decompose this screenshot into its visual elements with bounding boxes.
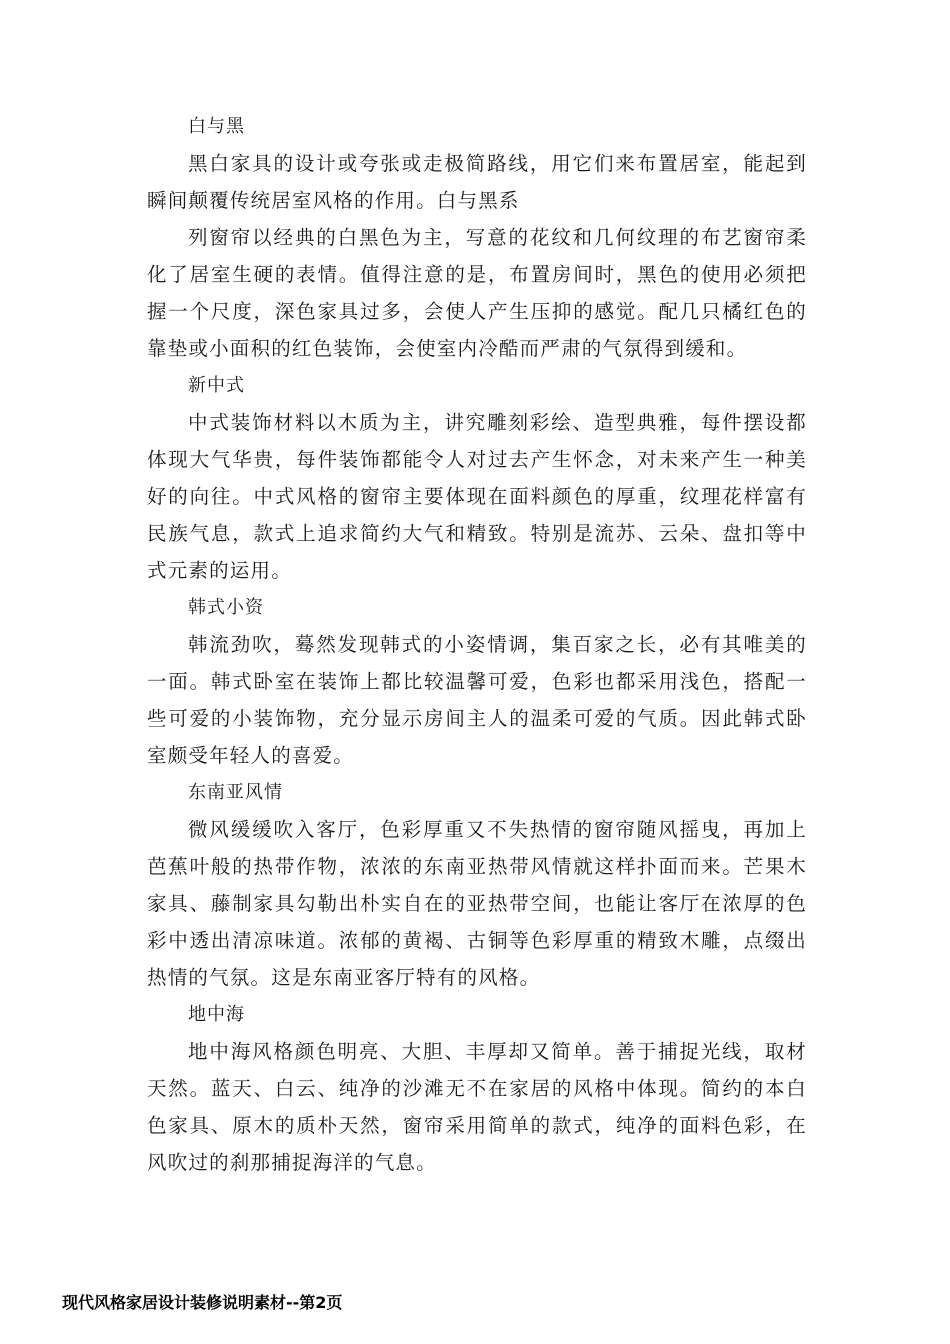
page-footer: 现代风格家居设计装修说明素材--第2页 — [62, 1293, 343, 1312]
section-paragraph: 列窗帘以经典的白黑色为主，写意的花纹和几何纹理的布艺窗帘柔化了居室生硬的表情。值得注意的是，布置房间时，黑色的使用必须把握一个尺度，深色家具过多，会使人产生压抑的感觉。配几只橘红色的靠垫或小面积的红色装饰，会使室内冷酷而严肃的气氛得到缓和。 — [147, 226, 807, 360]
section-paragraph: 地中海风格颜色明亮、大胆、丰厚却又简单。善于捕捉光线，取材天然。蓝天、白云、纯净的沙滩无不在家居的风格中体现。简约的本白色家具、原木的质朴天然，窗帘采用简单的款式，纯净的面料色彩，在风吹过的刹那捕捉海洋的气息。 — [147, 1040, 807, 1174]
section-heading: 东南亚风情 — [188, 782, 283, 803]
section-black-white — [147, 108, 807, 367]
section-paragraph: 中式装饰材料以木质为主，讲究雕刻彩绘、造型典雅，每件摆设都体现大气华贵，每件装饰都能令人对过去产生怀念，对未来产生一种美好的向往。中式风格的窗帘主要体现在面料颜色的厚重，纹理花样富有民族气息，款式上追求简约大气和精致。特别是流苏、云朵、盘扣等中式元素的运用。 — [147, 411, 807, 582]
section-paragraph: 韩流劲吹，蓦然发现韩式的小姿情调，集百家之长，必有其唯美的一面。韩式卧室在装饰上都比较温馨可爱，色彩也都采用浅色，搭配一些可爱的小装饰物，充分显示房间主人的温柔可爱的气质。因此韩式卧室颇受年轻人的喜爱。 — [147, 633, 807, 767]
section-paragraph: 微风缓缓吹入客厅，色彩厚重又不失热情的窗帘随风摇曳，再加上芭蕉叶般的热带作物，浓浓的东南亚热带风情就这样扑面而来。芒果木家具、藤制家具勾勒出朴实自在的亚热带空间，也能让客厅在浓厚的色彩中透出清凉味道。浓郁的黄褐、古铜等色彩厚重的精致木雕，点缀出热情的气氛。这是东南亚客厅特有的风格。 — [147, 818, 807, 989]
section-paragraph: 黑白家具的设计或夸张或走极简路线，用它们来布置居室，能起到瞬间颠覆传统居室风格的作用。白与黑系 — [147, 152, 807, 212]
section-southeast-asian — [147, 774, 807, 996]
document-body — [147, 108, 807, 1181]
section-heading: 白与黑 — [188, 116, 245, 137]
section-new-chinese — [147, 367, 807, 589]
section-heading: 地中海 — [188, 1004, 245, 1025]
section-heading: 新中式 — [188, 375, 245, 396]
section-korean — [147, 589, 807, 774]
section-mediterranean — [147, 996, 807, 1181]
section-heading: 韩式小资 — [188, 597, 264, 618]
